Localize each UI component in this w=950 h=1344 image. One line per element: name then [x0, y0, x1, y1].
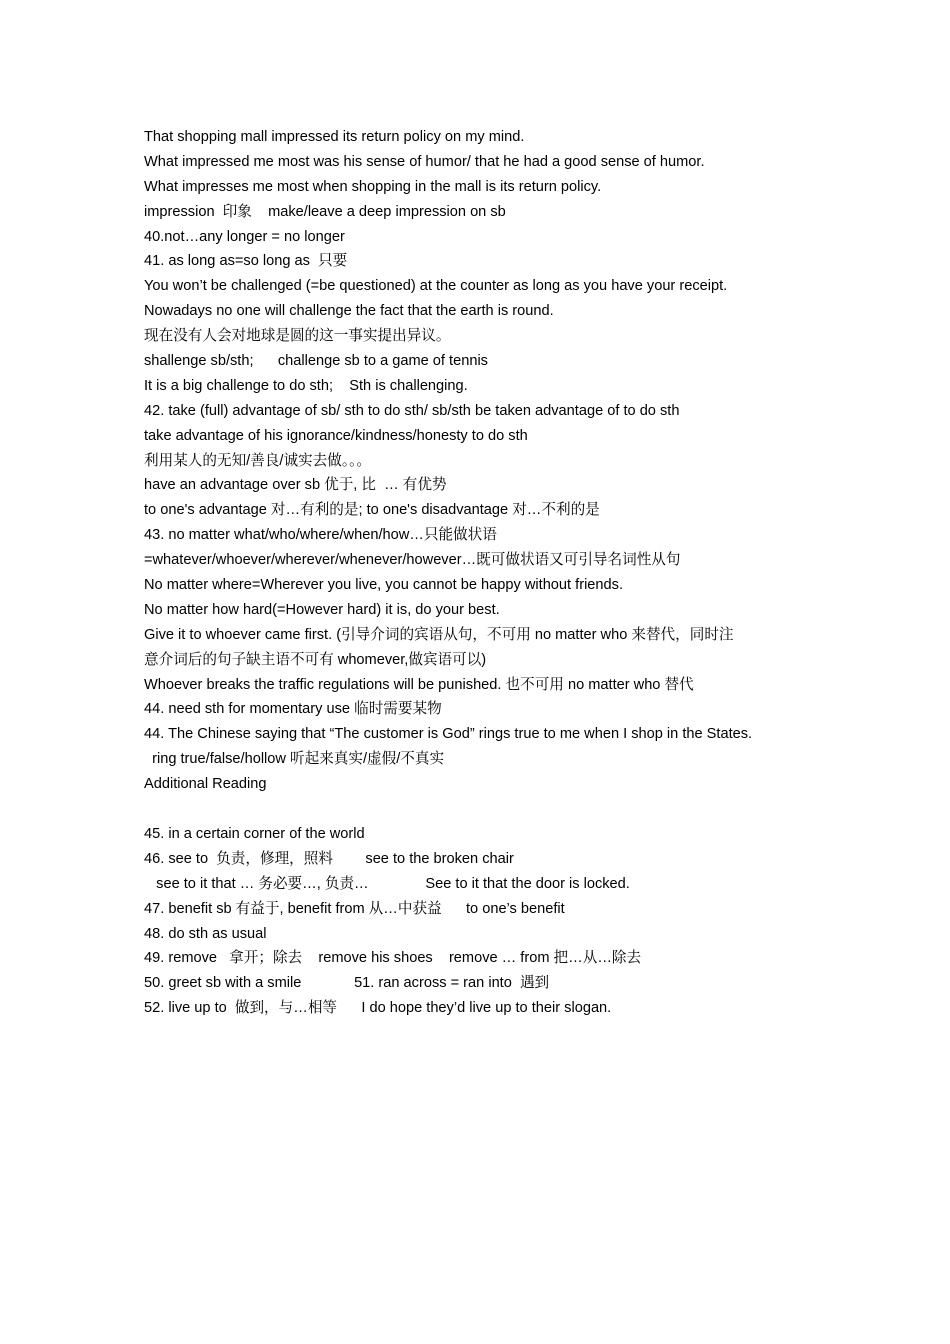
text-line: see to it that … 务必要…, 负责… See to it that the door is locked. [144, 875, 630, 892]
text-line: That shopping mall impressed its return policy on my mind. [144, 129, 525, 145]
text-line: Give it to whoever came first. (引导介词的宾语从句，不可用 no matter who 来替代，同时注 [144, 626, 734, 643]
text-line: 45. in a certain corner of the world [144, 825, 365, 842]
text-line: 44. need sth for momentary use 临时需要某物 [144, 701, 442, 718]
section-heading: Additional Reading [144, 776, 267, 793]
text-line: ring true/false/hollow 听起来真实/虚假/不真实 [144, 751, 445, 768]
blank-line [144, 797, 824, 822]
text-line: You won’t be challenged (=be questioned) at the counter as long as you have your receipt. [144, 278, 728, 295]
text-line: 41. as long as=so long as 只要 [144, 253, 348, 270]
text-line: 52. live up to 做到，与…相等 I do hope they’d live up to their slogan. [144, 1000, 612, 1017]
text-line: take advantage of his ignorance/kindness/honesty to do sth [144, 427, 528, 444]
text-line: 44. The Chinese saying that “The customer is God” rings true to me when I shop in the States. [144, 726, 753, 743]
text-line: Nowadays no one will challenge the fact that the earth is round. [144, 303, 554, 320]
text-line: 意介词后的句子缺主语不可有 whomever,做宾语可以) [144, 651, 487, 668]
text-line: What impresses me most when shopping in the mall is its return policy. [144, 178, 602, 195]
text-line: 47. benefit sb 有益于, benefit from 从…中获益 to one’s benefit [144, 900, 565, 917]
text-line: 48. do sth as usual [144, 925, 267, 942]
text-line: 40.not…any longer = no longer [144, 228, 345, 245]
text-line: 现在没有人会对地球是圆的这一事实提出异议。 [144, 328, 451, 345]
text-line: 43. no matter what/who/where/when/how…只能做状语 [144, 527, 497, 544]
text-line: No matter how hard(=However hard) it is, do your best. [144, 601, 500, 618]
text-line: have an advantage over sb 优于, 比 … 有优势 [144, 477, 447, 494]
text-line: 利用某人的无知/善良/诚实去做。。。 [144, 452, 372, 469]
text-line: What impressed me most was his sense of humor/ that he had a good sense of humor. [144, 153, 705, 170]
text-line: impression 印象 make/leave a deep impression on sb [144, 203, 506, 220]
text-line: to one's advantage 对…有利的是; to one's disadvantage 对…不利的是 [144, 502, 600, 519]
text-line: 46. see to 负责，修理，照料 see to the broken chair [144, 850, 514, 867]
text-line: 42. take (full) advantage of sb/ sth to do sth/ sb/sth be taken advantage of to do sth [144, 402, 680, 419]
text-line: 50. greet sb with a smile 51. ran across = ran into 遇到 [144, 975, 550, 992]
text-line: =whatever/whoever/wherever/whenever/however…既可做状语又可引导名词性从句 [144, 552, 681, 569]
text-line: It is a big challenge to do sth; Sth is challenging. [144, 377, 468, 394]
text-line: shallenge sb/sth; challenge sb to a game of tennis [144, 353, 488, 370]
text-line: Whoever breaks the traffic regulations will be punished. 也不可用 no matter who 替代 [144, 676, 694, 693]
document-body [144, 125, 824, 1021]
text-line: No matter where=Wherever you live, you cannot be happy without friends. [144, 577, 624, 594]
text-line: 49. remove 拿开；除去 remove his shoes remove … from 把…从…除去 [144, 950, 642, 967]
